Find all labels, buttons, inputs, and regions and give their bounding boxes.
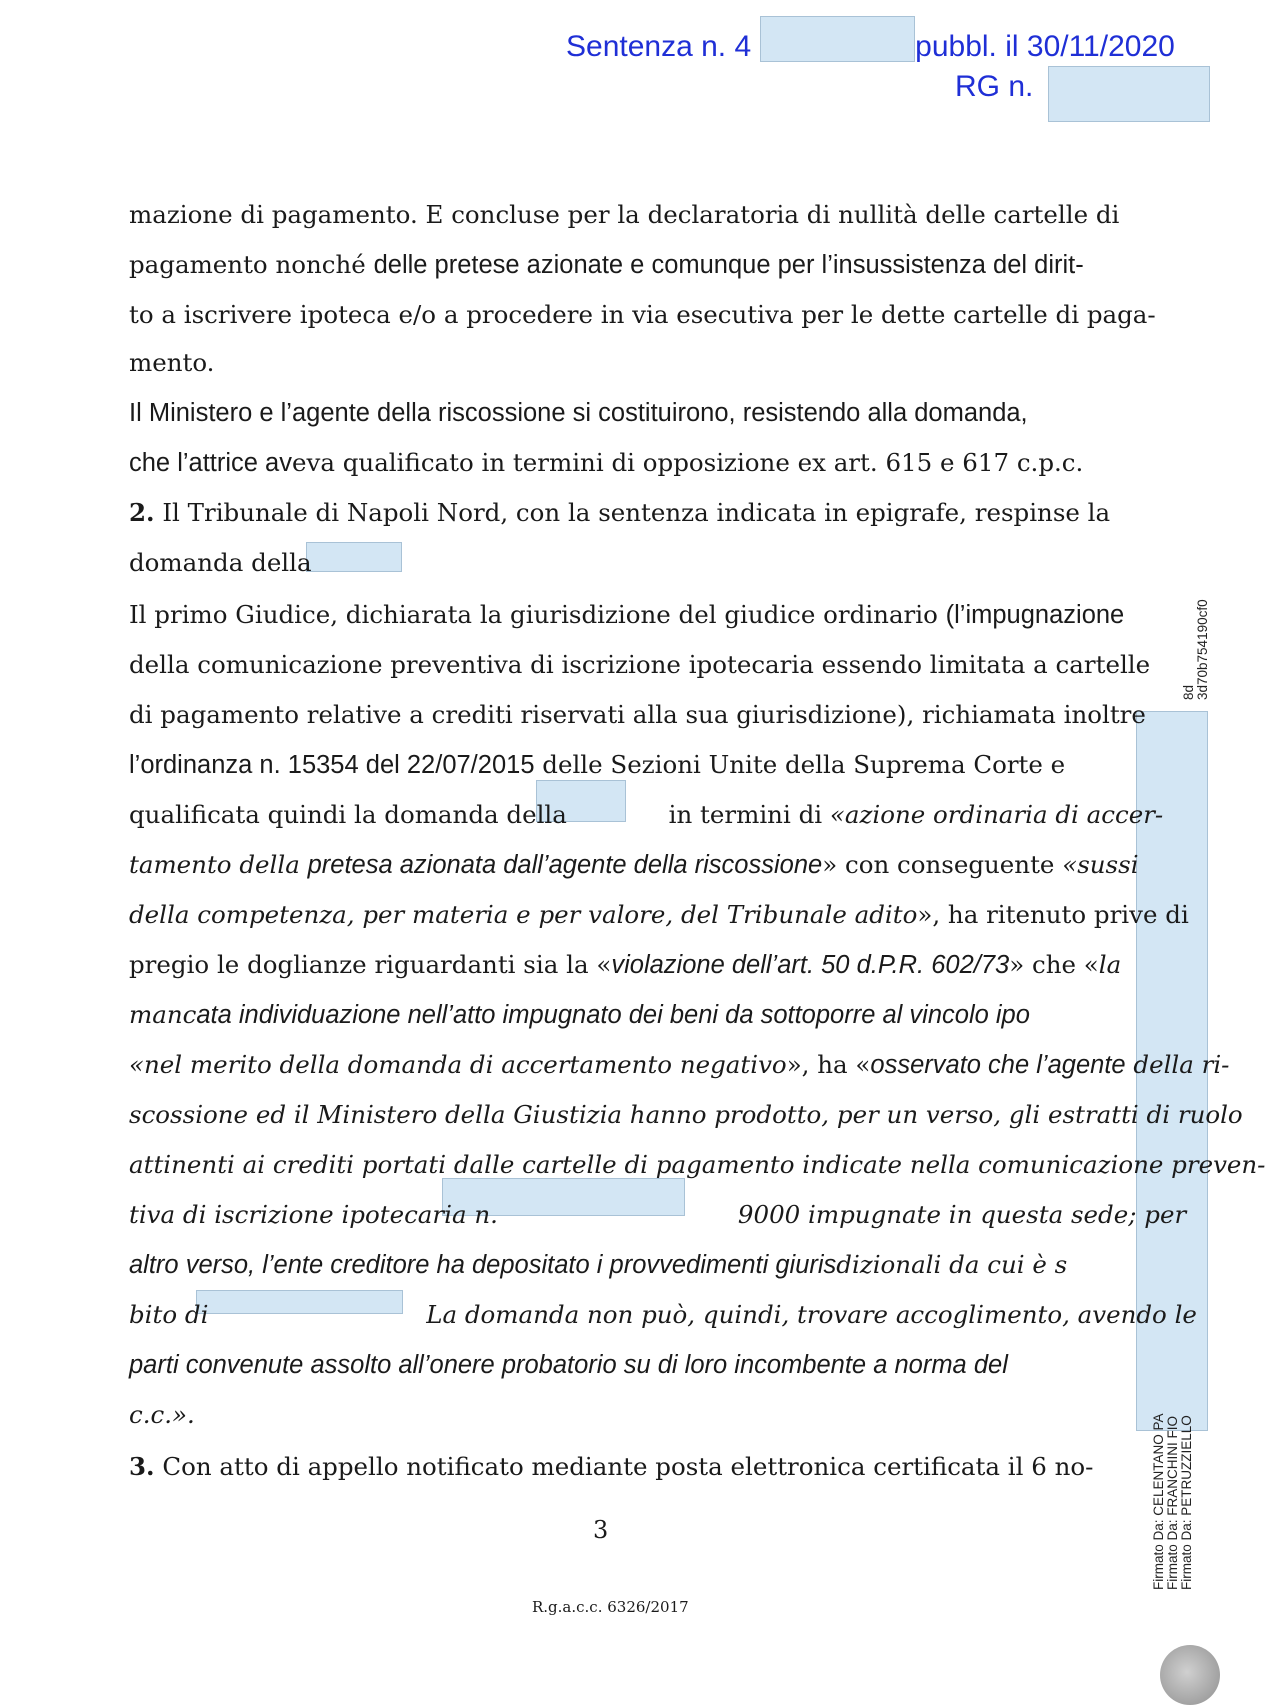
publication-date: pubbl. il 30/11/2020 xyxy=(915,30,1175,63)
text-segment: domanda della xyxy=(129,548,312,577)
text-segment: eva qualificato in termini di opposizione ex art. 615 e 617 c.p.c. xyxy=(292,448,1084,477)
body-line xyxy=(129,850,1139,880)
text-segment: Il Ministero e l’agente della riscossione si costituirono, resistendo alla domanda, xyxy=(129,399,1028,427)
signer-3: Firmato Da: PETRUZZIELLO xyxy=(1179,1415,1194,1590)
body-line xyxy=(129,1250,1067,1280)
redaction-rg-number xyxy=(1048,66,1210,122)
signature-hash-fragment: 8d xyxy=(1181,684,1196,700)
text-segment: Con atto di appello notificato mediante posta elettronica certificata il 6 no- xyxy=(154,1452,1094,1481)
text-segment: 9000 impugnate in questa sede; per xyxy=(737,1200,1187,1229)
text-segment: delle Sezioni Unite della Suprema Corte e xyxy=(534,750,1066,779)
text-segment: pretesa azionata dall’agente della riscossione xyxy=(307,851,823,879)
text-segment: di pagamento relative a crediti riservati alla sua giurisdizione), richiamata inoltre xyxy=(129,700,1146,729)
text-segment: della competenza, per materia e per valore, del Tribunale adito xyxy=(129,900,918,929)
page-number: 3 xyxy=(593,1516,609,1544)
text-segment: la xyxy=(1098,950,1122,979)
signer-1: Firmato Da: CELENTANO PA xyxy=(1151,1413,1166,1590)
text-segment: mento. xyxy=(129,348,215,377)
body-line xyxy=(129,1350,1008,1380)
body-line xyxy=(129,1400,195,1430)
text-segment: «nel merito della domanda di accertamento negativo xyxy=(129,1050,787,1079)
body-line xyxy=(129,700,1146,730)
signature-hash: 3d70b754190cf0 xyxy=(1195,599,1210,700)
body-line xyxy=(129,1200,1186,1230)
body-line xyxy=(129,650,1150,680)
signer-2: Firmato Da: FRANCHINI FIO xyxy=(1165,1415,1180,1590)
text-segment: mazione di pagamento. E concluse per la declaratoria di nullità delle cartelle di xyxy=(129,200,1120,229)
text-segment: pregio le doglianze riguardanti sia la xyxy=(129,950,597,979)
text-segment: 3. xyxy=(129,1452,155,1481)
text-segment: « xyxy=(596,950,612,979)
text-segment: pagamento nonché xyxy=(129,250,374,279)
body-line xyxy=(129,250,1084,280)
sentenza-prefix: Sentenza n. 4 xyxy=(566,30,752,63)
body-line xyxy=(129,1150,1265,1180)
body-line xyxy=(129,950,1121,980)
body-line xyxy=(129,1300,1197,1330)
text-segment: qualificata quindi la domanda della xyxy=(129,800,567,829)
text-segment: che l’attrice av xyxy=(129,449,292,477)
text-segment: Il primo Giudice, dichiarata la giurisdizione del giudice ordinario xyxy=(129,600,946,629)
text-segment: violazione dell’art. 50 d.P.R. 602/73 xyxy=(611,951,1010,979)
text-segment: La domanda non può, quindi, trovare accoglimento, avendo le xyxy=(418,1300,1197,1329)
text-segment: della ri- xyxy=(1125,1050,1230,1079)
rg-header: RG n. xyxy=(955,70,1034,103)
body-line xyxy=(129,548,312,578)
body-line xyxy=(129,448,1083,478)
body-line xyxy=(129,1452,1093,1482)
text-segment: «azione ordinaria di accer- xyxy=(829,800,1164,829)
text-segment: manc xyxy=(129,1000,197,1029)
text-segment: tiva di iscrizione ipotecaria n. xyxy=(129,1200,498,1229)
text-segment: in termini di xyxy=(660,800,830,829)
text-segment: scossione ed il Ministero della Giustizia hanno prodotto, per un verso, gli estratti di ruolo xyxy=(129,1100,1243,1129)
body-line xyxy=(129,398,1028,428)
body-line xyxy=(129,750,1065,780)
text-segment: l’ordinanza n. 15354 del 22/07/2015 xyxy=(129,751,535,779)
body-line xyxy=(129,1100,1243,1130)
text-segment: (l’impugnazione xyxy=(945,601,1125,629)
body-line xyxy=(129,300,1156,330)
text-segment: to a iscrivere ipoteca e/o a procedere in via esecutiva per le dette cartelle di paga- xyxy=(129,300,1156,329)
text-segment: della comunicazione preventiva di iscrizione ipotecaria essendo limitata a cartelle xyxy=(129,650,1151,679)
body-line xyxy=(129,348,214,378)
body-line xyxy=(129,800,1163,830)
text-segment: altro verso, l’ente creditore ha depositato i provvedimenti giuris xyxy=(129,1251,837,1279)
text-segment: c.c.». xyxy=(129,1400,195,1429)
text-segment: », ha « xyxy=(786,1050,871,1079)
body-line xyxy=(129,1050,1229,1080)
body-line xyxy=(129,200,1119,230)
seal-icon xyxy=(1160,1645,1220,1705)
redaction-party-name-1 xyxy=(306,542,402,572)
text-segment: tamento della xyxy=(129,850,308,879)
text-segment: «sussi xyxy=(1062,850,1139,879)
text-segment: delle pretese azionate e comunque per l’insussistenza del dirit- xyxy=(373,251,1084,279)
body-line xyxy=(129,600,1124,630)
text-segment: osservato che l’agente xyxy=(870,1051,1126,1079)
text-segment: », ha ritenuto prive di xyxy=(917,900,1189,929)
body-line xyxy=(129,900,1189,930)
body-line xyxy=(129,1000,1030,1030)
body-line xyxy=(129,498,1110,528)
text-segment: ata individuazione nell’atto impugnato dei beni da sottoporre al vincolo ipo xyxy=(196,1001,1030,1029)
text-segment: 2. xyxy=(129,498,155,527)
text-segment: » con conseguente xyxy=(822,850,1063,879)
text-segment: » che « xyxy=(1009,950,1099,979)
text-segment: attinenti ai crediti portati dalle cartelle di pagamento indicate nella comunicazione preven- xyxy=(129,1150,1265,1179)
text-segment: dizionali da cui è s xyxy=(836,1250,1068,1279)
text-segment: parti convenute assolto all’onere probatorio su di loro incombente a norma del xyxy=(129,1351,1008,1379)
text-segment: Il Tribunale di Napoli Nord, con la sentenza indicata in epigrafe, respinse la xyxy=(154,498,1111,527)
text-segment: bito di xyxy=(129,1300,209,1329)
case-reference: R.g.a.c.c. 6326/2017 xyxy=(532,1598,689,1616)
redaction-sentenza-number xyxy=(760,16,915,62)
